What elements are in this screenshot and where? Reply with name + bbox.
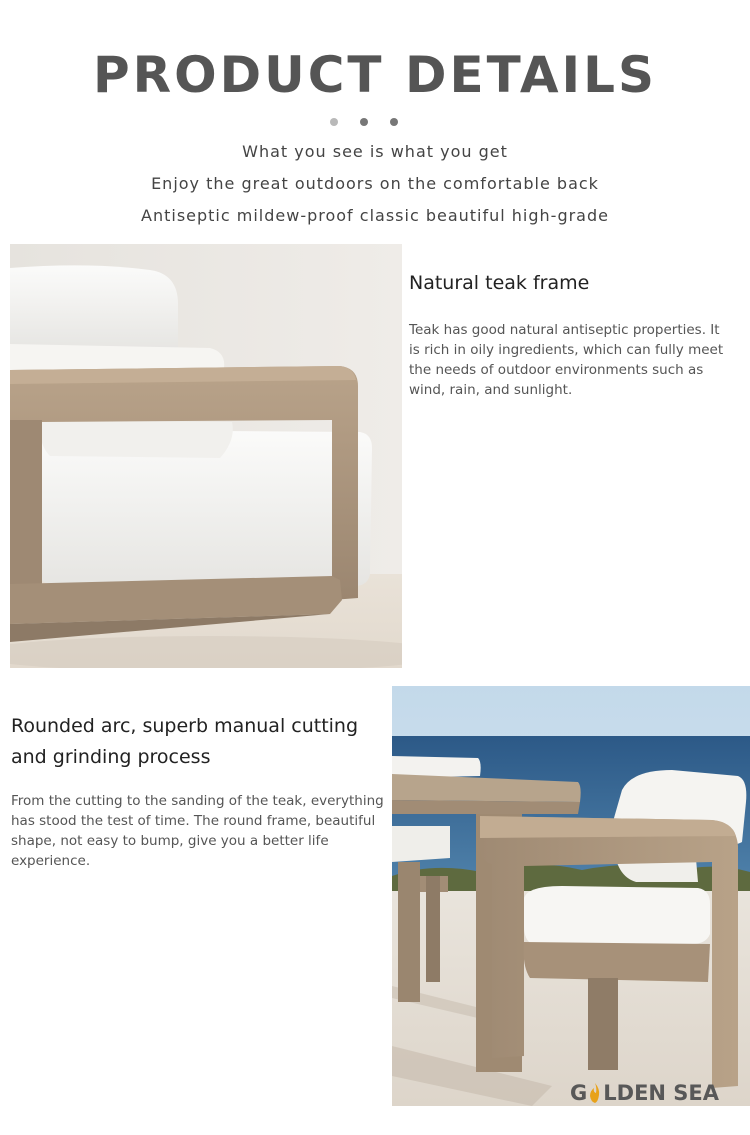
- page-title: PRODUCT DETAILS: [92, 46, 658, 104]
- feature-title-teak-frame: Natural teak frame: [409, 272, 590, 294]
- dot: [360, 118, 368, 126]
- watermark-text: LDEN SEA: [603, 1081, 720, 1105]
- feature-body-teak-frame: Teak has good natural antiseptic properties. It is rich in oily ingredients, which can fully meet the needs of outdoor environments such as wind, rain, and sunlight.: [409, 322, 724, 398]
- tagline: Enjoy the great outdoors on the comfortable back: [151, 174, 599, 193]
- tagline: Antiseptic mildew-proof classic beautiful high-grade: [141, 206, 609, 225]
- goldensea-watermark-logo: [570, 1078, 719, 1108]
- feature-body-rounded-arc: From the cutting to the sanding of the teak, everything has stood the test of time. The round frame, beautiful shape, not easy to bump, give you a better life experience.: [11, 793, 384, 869]
- tagline: What you see is what you get: [242, 142, 508, 161]
- teak-sofa-arm-image: [10, 244, 402, 668]
- teak-dining-chair-seaside-image: [392, 686, 750, 1106]
- feature-title-rounded-arc: Rounded arc, superb manual cutting and grinding process: [11, 715, 359, 768]
- watermark-text: G: [570, 1081, 588, 1105]
- dot: [330, 118, 338, 126]
- dot: [390, 118, 398, 126]
- flame-icon: [588, 1082, 602, 1104]
- decorative-dots: [0, 118, 750, 128]
